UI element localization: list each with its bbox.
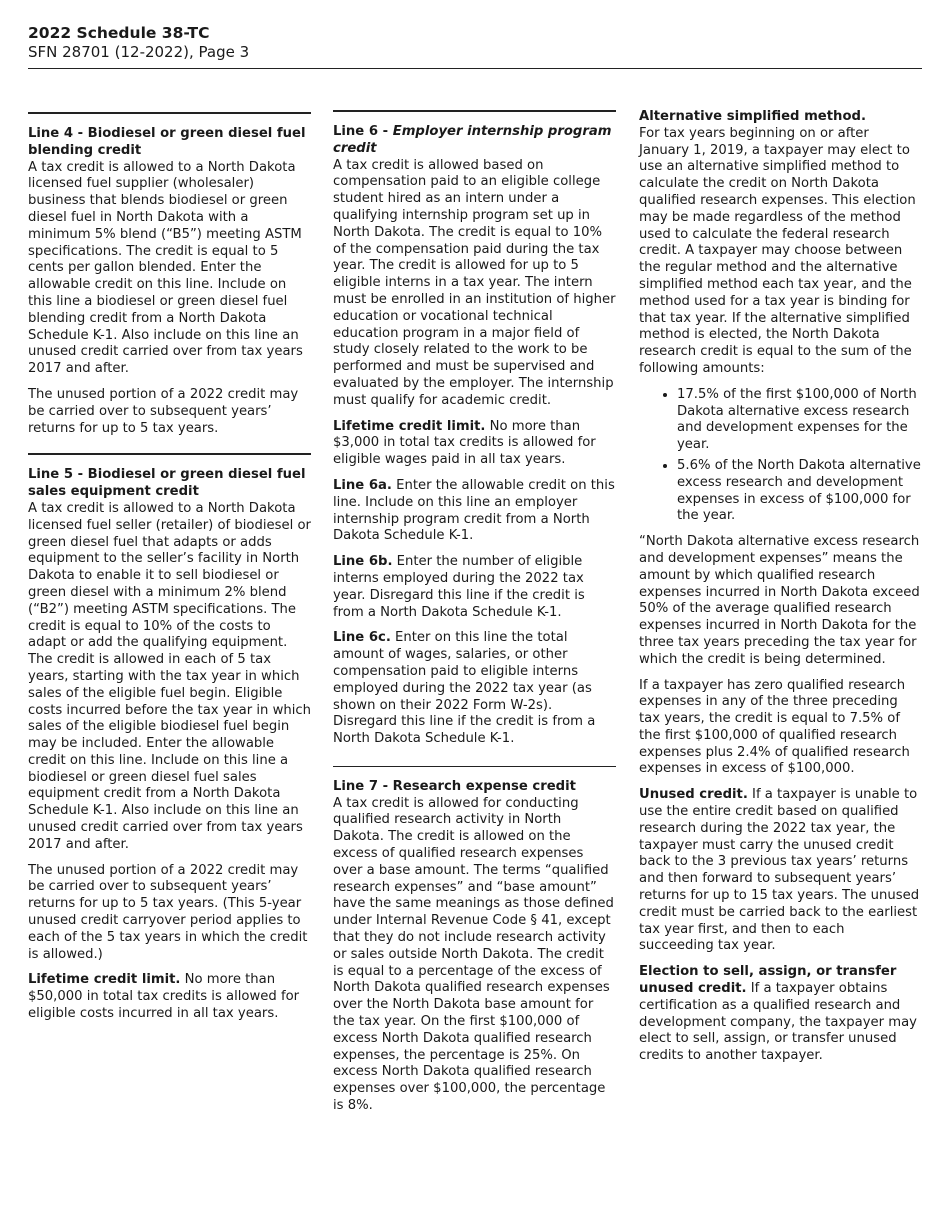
line6a-text: Enter the allowable credit on this line. Include on this line an employer internship program credit from a North Dakota Schedule K-1. xyxy=(333,477,615,544)
line6-section xyxy=(333,124,616,748)
line6-heading-italic: Employer internship program credit xyxy=(333,124,612,156)
unused-credit-paragraph xyxy=(639,787,923,955)
line5-limit-label: Lifetime credit limit. xyxy=(28,972,181,988)
line6-limit-label: Lifetime credit limit. xyxy=(333,418,486,434)
list-item: • 5.6% of the North Dakota alternative excess research and development expenses in excess of $100,000 for the year. xyxy=(677,458,923,525)
line6-paragraph-1: A tax credit is allowed based on compensation paid to an eligible college student hired as an intern under a qualifying internship program set up in North Dakota. The credit is equal to 10% of the compensation paid during the tax year. The credit is allowed for up to 5 eligible interns in a tax year. The intern must be enrolled in an institution of higher education or vocational technical education program in a major field of study closely related to the work to be performed and must be supervised and evaluated by the employer. The internship must qualify for academic credit. xyxy=(333,157,616,408)
column-right xyxy=(639,109,923,1074)
alt-method-list xyxy=(639,387,923,525)
unused-credit-text: If a taxpayer is unable to use the entire credit based on qualified research during the 2022 tax year, the taxpayer must carry the unused credit back to the 3 previous tax years’ returns and then forward to subsequent years’ returns for up to 15 tax years. The unused credit must be carried back to the earliest tax year first, and then to each succeeding tax year. xyxy=(639,787,920,954)
alt-method-heading: Alternative simplified method. xyxy=(639,109,866,124)
alt-method-paragraph: For tax years beginning on or after January 1, 2019, a taxpayer may elect to use an alternative simplified method to calculate the credit on North Dakota qualified research expenses. This election may be made regardless of the method used to calculate the federal research credit. A taxpayer may choose between the regular method and the alternative simplified method each tax year, and the method used for a tax year is binding for that tax year. If the alternative simplified method is elected, the North Dakota research credit is equal to the sum of the following amounts: xyxy=(639,125,916,376)
header-divider xyxy=(28,68,922,69)
section-divider xyxy=(28,453,311,455)
line5-heading: Line 5 - Biodiesel or green diesel fuel sales equipment credit xyxy=(28,467,306,500)
form-subtitle: SFN 28701 (12-2022), Page 3 xyxy=(28,43,250,61)
unused-credit-label: Unused credit. xyxy=(639,787,748,803)
zero-expenses-paragraph: If a taxpayer has zero qualified research expenses in any of the three preceding tax years, the credit is equal to 7.5% of the first $100,000 of qualified research expenses plus 2.4% of qualified research expenses in excess of $100,000. xyxy=(639,677,910,777)
section-divider xyxy=(333,110,616,112)
line7-section xyxy=(333,779,616,1115)
line7-heading: Line 7 - Research expense credit xyxy=(333,778,576,794)
line6b xyxy=(333,554,616,621)
section-divider xyxy=(28,112,311,114)
line5-section xyxy=(28,467,311,1023)
line4-paragraph-1: A tax credit is allowed to a North Dakota licensed fuel supplier (wholesaler) business that blends biodiesel or green diesel fuel in North Dakota with a minimum 5% blend (“B5”) meeting ASTM specifications. The credit is equal to 5 cents per gallon blended. Enter the allowable credit on this line. Include on this line a biodiesel or green diesel fuel blending credit from a North Dakota Schedule K-1. Also include on this line an unused credit carried over from tax years 2017 and after. xyxy=(28,159,303,377)
line4-section xyxy=(28,126,311,437)
line5-limit xyxy=(28,972,311,1022)
section-divider xyxy=(333,766,616,767)
election-label: Election to sell, assign, or transfer unused credit. xyxy=(639,964,897,997)
line6-heading-prefix: Line 6 - xyxy=(333,124,393,139)
line5-paragraph-2: The unused portion of a 2022 credit may be carried over to subsequent years’ returns for up to 5 tax years. (This 5-year unused credit carryover period applies to each of the 5 tax years in which the credit is allowed.) xyxy=(28,862,308,962)
line6c-label: Line 6c. xyxy=(333,630,391,646)
election-text: If a taxpayer obtains certification as a qualified research and development company, the taxpayer may elect to sell, assign, or transfer unused credits to another taxpayer. xyxy=(639,981,917,1064)
line4-paragraph-2: The unused portion of a 2022 credit may be carried over to subsequent years’ returns for up to 5 tax years. xyxy=(28,386,299,436)
line6c-text: Enter on this line the total amount of wages, salaries, or other compensation paid to eligible interns employed during the 2022 tax year (as shown on their 2022 Form W-2s). Disregard this line if the credit is from a North Dakota Schedule K-1. xyxy=(333,630,596,747)
line6b-text: Enter the number of eligible interns employed during the 2022 tax year. Disregard this line if the credit is from a North Dakota Schedule K-1. xyxy=(333,554,585,620)
election-paragraph xyxy=(639,964,923,1065)
line4-heading: Line 4 - Biodiesel or green diesel fuel blending credit xyxy=(28,126,306,158)
line7-paragraph-1: A tax credit is allowed for conducting qualified research activity in North Dakota. The credit is allowed on the excess of qualified research expenses over a base amount. The terms “qualified research expenses” and “base amount” have the same meanings as those defined under Internal Revenue Code § 41, except that they do not include research activity or sales outside North Dakota. The credit is equal to a percentage of the excess of North Dakota qualified research expenses over the North Dakota base amount for the tax year. On the first $100,000 of excess North Dakota qualified research expenses, the percentage is 25%. On excess North Dakota qualified research expenses over $100,000, the percentage is 8%. xyxy=(333,795,614,1114)
column-left xyxy=(28,112,311,1032)
line6-limit xyxy=(333,419,616,469)
line5-paragraph-1: A tax credit is allowed to a North Dakota licensed fuel seller (retailer) of biodiesel or green diesel fuel that adapts or adds equipment to the seller’s facility in North Dakota to enable it to sell biodiesel or green diesel with a minimum 2% blend (“B2”) meeting ASTM specifications. The credit is equal to 10% of the costs to adapt or add the qualifying equipment. The credit is allowed in each of 5 tax years, starting with the tax year in which sales of the eligible fuel begin. Eligible costs incurred before the tax year in which sales of the eligible biodiesel fuel begin may be included. Enter the allowable credit on this line. Include on this line a biodiesel or green diesel fuel sales equipment credit from a North Dakota Schedule K-1. Also include on this line an unused credit carried over from tax years 2017 and after. xyxy=(28,500,312,852)
column-middle xyxy=(333,110,616,1124)
alt-excess-definition: “North Dakota alternative excess research and development expenses” means the amount by which qualified research expenses incurred in North Dakota exceed 50% of the average qualified research expenses incurred in North Dakota for the three tax years preceding the tax year for which the credit is being determined. xyxy=(639,534,920,667)
line6b-label: Line 6b. xyxy=(333,554,393,570)
page-header xyxy=(28,24,922,62)
list-item: • 17.5% of the first $100,000 of North Dakota alternative excess research and development expenses for the year. xyxy=(677,387,923,454)
line6c xyxy=(333,630,616,748)
line6-limit-text: No more than $3,000 in total tax credits is allowed for eligible wages paid in all tax years. xyxy=(333,418,596,468)
form-title: 2022 Schedule 38-TC xyxy=(28,24,210,42)
line6-heading xyxy=(333,124,616,158)
line6a-label: Line 6a. xyxy=(333,477,392,493)
line5-limit-text: No more than $50,000 in total tax credits is allowed for eligible costs incurred in all tax years. xyxy=(28,972,300,1022)
line6a xyxy=(333,478,616,545)
